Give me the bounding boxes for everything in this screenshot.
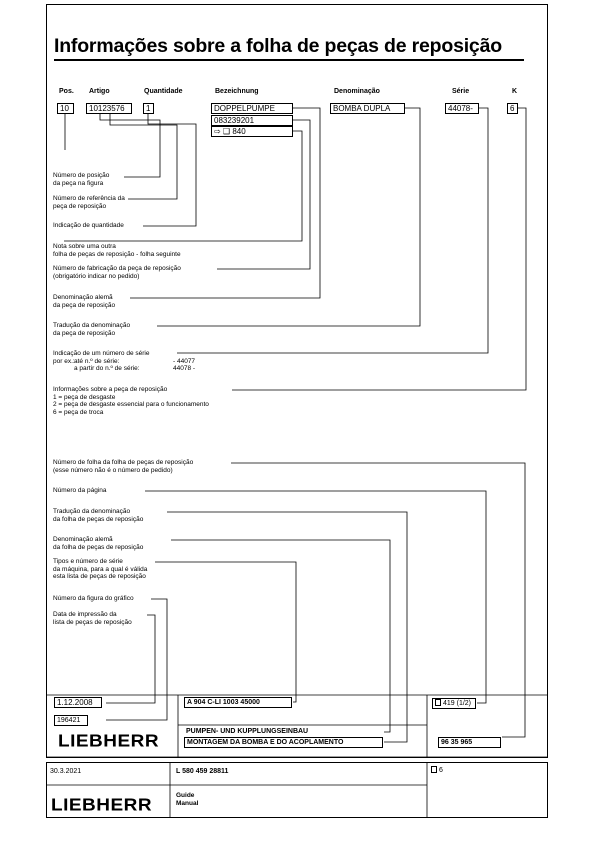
example-serie-box: 44078- [445,103,479,114]
label-fabricacao: Número de fabricação da peça de reposição (obrigatório indicar no pedido) [53,265,181,280]
label-serie: Indicação de um número de série por ex.: até n.º de série: - 44077 a partir do n.º de série: 44078 - [53,350,196,372]
header-denominacao: Denominação [334,88,380,95]
sheet-number-box: 96 35 965 [438,737,501,748]
page-icon [431,766,437,773]
header-serie: Série [452,88,470,95]
example-pos-box: 10 [57,103,74,114]
footer-date: 30.3.2021 [50,768,82,775]
label-traducao: Tradução da denominação da peça de reposição [53,322,131,337]
machine-type-box: A 904 C-LI 1003 45000 [184,697,292,708]
header-pos: Pos. [59,88,74,95]
example-bezeichnung-box: DOPPELPUMPE [211,103,293,114]
label-figura: Número da figura do gráfico [53,595,134,602]
footer-page: 6 [431,766,443,774]
title-pt-box: MONTAGEM DA BOMBA E DO ACOPLAMENTO [184,737,383,748]
example-artigo-box: 10123576 [86,103,132,114]
label-quantidade: Indicação de quantidade [53,222,124,229]
header-quantidade: Quantidade [144,88,183,95]
bottom-date-box: 1.12.2008 [54,697,102,708]
header-k: K [512,88,518,95]
example-drawing-box: 083239201 [211,115,293,126]
example-next-page-box: ⇨ ❑ 840 [211,126,293,137]
header-bezeichnung: Bezeichnung [215,88,259,95]
label-folha-numero: Número de folha da folha de peças de reposição (esse número não é o número de pedido) [53,459,194,474]
label-alema: Denominação alemã da peça de reposição [53,294,116,309]
label-data-impressao: Data de impressão da lista de peças de reposição [53,611,132,626]
footer-guide: Guide Manual [176,792,199,807]
page-ref-box: 419 (1/2) [432,698,476,709]
page-title: Informações sobre a folha de peças de reposição [54,35,502,57]
footer-liebherr-logo: LIEBHERR [51,796,153,815]
title-de: PUMPEN- UND KUPPLUNGSEINBAU [186,728,309,735]
label-posicao: Número de posição da peça na figura [53,172,110,187]
label-alema-folha: Denominação alemã da folha de peças de reposição [53,536,144,551]
header-artigo: Artigo [89,88,110,95]
label-traducao-folha: Tradução da denominação da folha de peças de reposição [53,508,144,523]
label-referencia: Número de referência da peça de reposição [53,195,125,210]
example-k-box: 6 [507,103,518,114]
bottom-figure-box: 196421 [54,715,88,726]
label-info: Informações sobre a peça de reposição 1 = peça de desgaste 2 = peça de desgaste essencial para o funcionamento 6 = peça de troca [53,386,209,416]
label-nota: Nota sobre uma outra folha de peças de reposição - folha seguinte [53,243,181,258]
example-quantidade-box: 1 [143,103,154,114]
liebherr-logo: LIEBHERR [58,732,160,751]
example-denominacao-box: BOMBA DUPLA [330,103,405,114]
label-pagina: Número da página [53,487,107,494]
label-tipos: Tipos e número de série da máquina, para a qual é válida esta lista de peças de reposição [53,558,148,580]
footer-model: L 580 459 28811 [176,768,229,775]
